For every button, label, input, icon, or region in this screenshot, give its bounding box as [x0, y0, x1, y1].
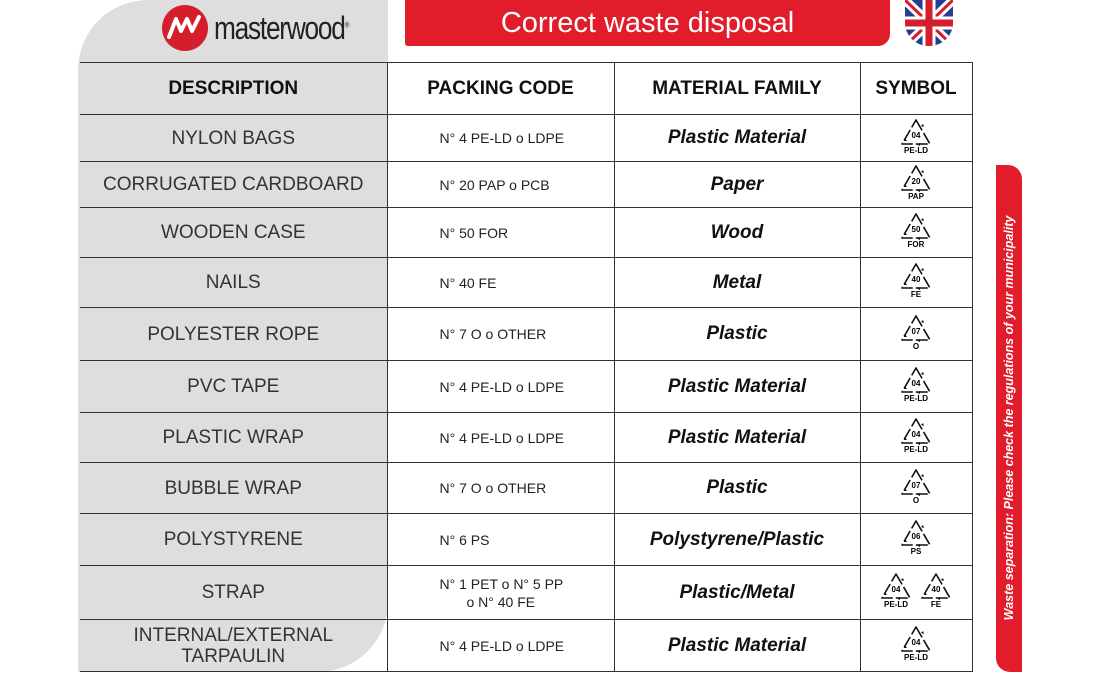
recycling-number: 20 [911, 177, 921, 186]
row-material-family: Polystyrene/Plastic [614, 514, 860, 566]
row-symbol [860, 620, 972, 672]
row-material-family: Plastic Material [614, 413, 860, 463]
row-description: STRAP [80, 566, 387, 620]
header-material-family: MATERIAL FAMILY [614, 63, 860, 115]
brand-name: masterwood® [214, 9, 350, 46]
row-material-family: Plastic Material [614, 115, 860, 162]
logo-mark-icon [162, 5, 208, 51]
table-row [80, 566, 972, 620]
row-packing-code [387, 463, 614, 514]
recycling-code-icon [899, 261, 933, 299]
recycling-abbreviation: PE-LD [904, 145, 928, 155]
row-symbol [860, 566, 972, 620]
row-packing-code [387, 162, 614, 208]
table-row [80, 115, 972, 162]
row-material-family: Plastic Material [614, 361, 860, 413]
table-row [80, 620, 972, 672]
recycling-number: 04 [891, 585, 901, 594]
table-row [80, 162, 972, 208]
recycling-abbreviation: FE [910, 290, 922, 299]
row-symbol [860, 463, 972, 514]
recycling-number: 04 [911, 638, 921, 647]
recycling-abbreviation: PS [910, 547, 922, 556]
row-packing-code [387, 566, 614, 620]
packing-code-line: N° 40 FE [439, 274, 497, 291]
row-packing-code [387, 308, 614, 361]
recycling-abbreviation: PAP [908, 192, 924, 201]
row-packing-code [387, 413, 614, 463]
table-row [80, 208, 972, 258]
recycling-abbreviation: FE [930, 600, 942, 609]
packing-code-line: N° 20 PAP o PCB [439, 176, 550, 193]
recycling-number: 04 [911, 130, 921, 140]
row-packing-code [387, 361, 614, 413]
recycling-code-icon [879, 571, 913, 609]
row-material-family: Wood [614, 208, 860, 258]
row-description: POLYESTER ROPE [80, 308, 387, 361]
uk-flag-icon[interactable] [905, 0, 953, 46]
table-row [80, 258, 972, 308]
row-symbol [860, 413, 972, 463]
row-description: NAILS [80, 258, 387, 308]
packing-code-line: N° 1 PET o N° 5 PP [439, 575, 564, 592]
row-description: INTERNAL/EXTERNAL TARPAULIN [80, 620, 387, 672]
row-symbol [860, 115, 972, 162]
header-packing-code: PACKING CODE [387, 63, 614, 115]
packing-code-line: N° 6 PS [439, 531, 490, 548]
row-description: PLASTIC WRAP [80, 413, 387, 463]
row-packing-code [387, 208, 614, 258]
row-material-family: Paper [614, 162, 860, 208]
masterwood-logo [162, 4, 379, 52]
header-symbol: SYMBOL [860, 63, 972, 115]
table-header-row [80, 63, 972, 115]
recycling-abbreviation: FOR [907, 240, 925, 249]
packing-code-line: N° 7 O o OTHER [439, 480, 547, 496]
row-material-family: Plastic/Metal [614, 566, 860, 620]
recycling-code-icon [899, 416, 933, 454]
packing-code-line: o N° 40 FE [466, 593, 536, 610]
recycling-code-icon [899, 467, 933, 505]
recycling-number: 40 [911, 275, 921, 284]
recycling-number: 06 [911, 532, 921, 541]
table-row [80, 413, 972, 463]
recycling-number: 04 [911, 379, 921, 388]
packing-code-line: N° 4 PE-LD o LDPE [439, 429, 565, 446]
recycling-abbreviation: PE-LD [904, 394, 928, 403]
recycling-abbreviation: O [912, 495, 920, 505]
recycling-number: 07 [911, 480, 921, 490]
row-symbol [860, 162, 972, 208]
row-material-family: Plastic Material [614, 620, 860, 672]
row-packing-code [387, 514, 614, 566]
page-title: Correct waste disposal [405, 0, 890, 46]
packing-code-line: N° 4 PE-LD o LDPE [439, 637, 565, 654]
row-packing-code [387, 115, 614, 162]
recycling-code-icon [899, 624, 933, 662]
row-material-family: Metal [614, 258, 860, 308]
row-description: WOODEN CASE [80, 208, 387, 258]
recycling-abbreviation: PE-LD [884, 600, 908, 609]
recycling-abbreviation: PE-LD [904, 653, 928, 662]
row-description: BUBBLE WRAP [80, 463, 387, 514]
packing-code-line: N° 4 PE-LD o LDPE [439, 378, 565, 395]
recycling-abbreviation: O [912, 341, 920, 351]
waste-disposal-table [80, 62, 973, 672]
row-packing-code [387, 620, 614, 672]
packing-code-line: N° 50 FOR [439, 224, 509, 241]
row-description: NYLON BAGS [80, 115, 387, 162]
row-material-family: Plastic [614, 463, 860, 514]
table-row [80, 361, 972, 413]
packing-code-line: N° 4 PE-LD o LDPE [439, 130, 565, 146]
row-material-family: Plastic [614, 308, 860, 361]
row-symbol [860, 514, 972, 566]
recycling-code-icon [899, 211, 933, 249]
recycling-abbreviation: PE-LD [904, 445, 928, 454]
recycling-code-icon [899, 163, 933, 201]
table-row [80, 308, 972, 361]
recycling-number: 50 [911, 225, 921, 234]
row-description: CORRUGATED CARDBOARD [80, 162, 387, 208]
row-symbol [860, 308, 972, 361]
recycling-number: 04 [911, 430, 921, 439]
table-row [80, 463, 972, 514]
row-symbol [860, 208, 972, 258]
row-description: POLYSTYRENE [80, 514, 387, 566]
row-symbol [860, 258, 972, 308]
recycling-code-icon [919, 571, 953, 609]
recycling-number: 40 [931, 585, 941, 594]
table-row [80, 514, 972, 566]
row-symbol [860, 361, 972, 413]
side-note-text: Waste separation: Please check the regulations of your municipality [1002, 215, 1016, 621]
recycling-code-icon [899, 365, 933, 403]
recycling-code-icon [899, 117, 933, 155]
recycling-number: 07 [911, 326, 921, 336]
recycling-code-icon [899, 518, 933, 556]
recycling-code-icon [899, 313, 933, 351]
row-packing-code [387, 258, 614, 308]
row-description: PVC TAPE [80, 361, 387, 413]
header-description: DESCRIPTION [80, 63, 387, 115]
packing-code-line: N° 7 O o OTHER [439, 326, 547, 342]
